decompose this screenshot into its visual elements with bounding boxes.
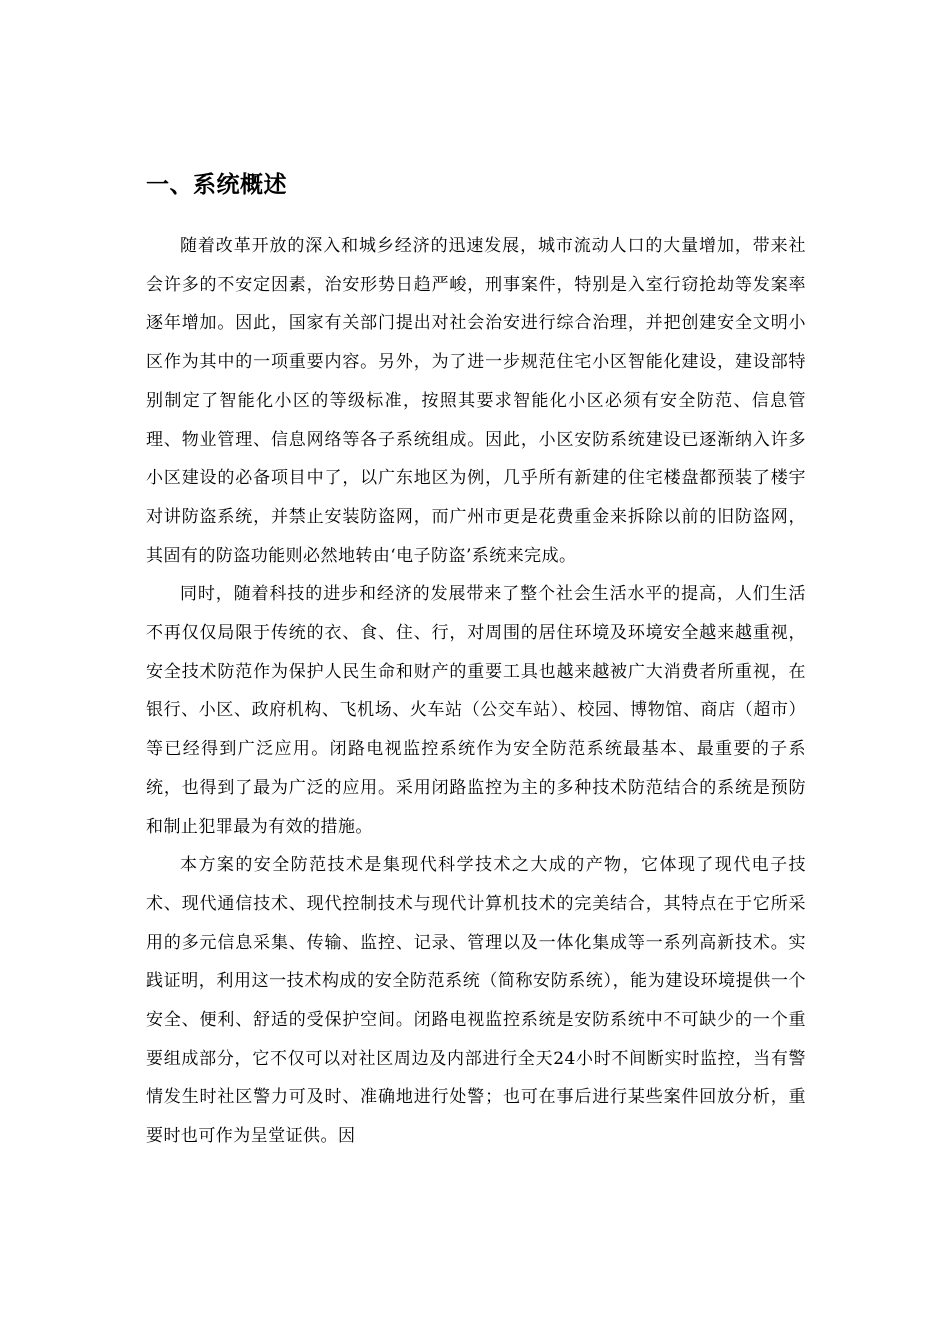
paragraph-2: 同时，随着科技的进步和经济的发展带来了整个社会生活水平的提高，人们生活不再仅仅局限于传统的衣、食、住、行，对周围的居住环境及环境安全越来越重视，安全技术防范作为保护人民生命和财产的重要工具也越来越被广大消费者所重视，在银行、小区、政府机构、飞机场、火车站（公交车站）、校园、博物馆、商店（超市）等已经得到广泛应用。闭路电视监控系统作为安全防范系统最基本、最重要的子系统，也得到了最为广泛的应用。采用闭路监控为主的多种技术防范结合的系统是预防和制止犯罪最为有效的措施。 bbox=[146, 584, 806, 837]
body-text bbox=[146, 227, 806, 1156]
section-heading: 一、系统概述 bbox=[146, 172, 287, 198]
paragraph-1: 随着改革开放的深入和城乡经济的迅速发展，城市流动人口的大量增加，带来社会许多的不安定因素，治安形势日趋严峻，刑事案件，特别是入室行窃抢劫等发案率逐年增加。因此，国家有关部门提出对社会治安进行综合治理，并把创建安全文明小区作为其中的一项重要内容。另外，为了进一步规范住宅小区智能化建设，建设部特别制定了智能化小区的等级标准，按照其要求智能化小区必须有安全防范、信息管理、物业管理、信息网络等各子系统组成。因此，小区安防系统建设已逐渐纳入许多小区建设的必备项目中了，以广东地区为例，几乎所有新建的住宅楼盘都预装了楼宇对讲防盗系统，并禁止安装防盗网，而广州市更是花费重金来拆除以前的旧防盗网，其固有的防盗功能则必然地转由‘电子防盗’系统来完成。 bbox=[146, 236, 806, 566]
paragraph-3: 本方案的安全防范技术是集现代科学技术之大成的产物，它体现了现代电子技术、现代通信技术、现代控制技术与现代计算机技术的完美结合，其特点在于它所采用的多元信息采集、传输、监控、记录、管理以及一体化集成等一系列高新技术。实践证明，利用这一技术构成的安全防范系统（简称安防系统），能为建设环境提供一个安全、便利、舒适的受保护空间。闭路电视监控系统是安防系统中不可缺少的一个重要组成部分，它不仅可以对社区周边及内部进行全天24小时不间断实时监控，当有警情发生时社区警力可及时、准确地进行处警；也可在事后进行某些案件回放分析，重要时也可作为呈堂证供。因 bbox=[146, 855, 806, 1147]
